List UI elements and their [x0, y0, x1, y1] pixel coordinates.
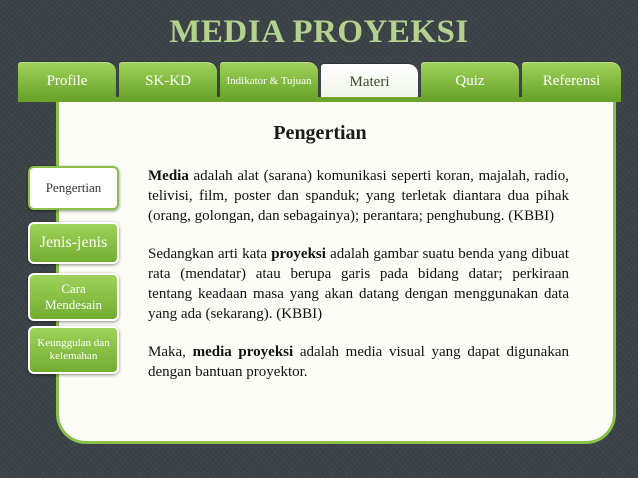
tab-materi[interactable]: Materi	[321, 64, 418, 100]
tab-profile[interactable]: Profile	[18, 62, 116, 99]
sidebar-item-keunggulan-kelemahan[interactable]: Keunggulan dan kelemahan	[28, 326, 119, 374]
sidebar-item-jenis-jenis[interactable]: Jenis-jenis	[28, 222, 119, 264]
page-title: MEDIA PROYEKSI	[169, 14, 469, 50]
section-title: Pengertian	[273, 122, 367, 144]
paragraph-text: adalah gambar suatu benda yang dibuat rata (mendatar) atau berupa garis pada bidang datar; perkiraan tentang keadaan masa yang akan datang dengan menggunakan data yang ada (sekarang). (KBBI)	[148, 246, 569, 322]
tab-quiz[interactable]: Quiz	[421, 62, 519, 99]
paragraph-definition-media	[148, 166, 569, 226]
sidebar-item-cara-mendesain[interactable]: Cara Mendesain	[28, 273, 119, 321]
term-media-proyeksi: media proyeksi	[192, 344, 294, 360]
tab-sk-kd[interactable]: SK-KD	[119, 62, 217, 99]
paragraph-text: adalah alat (sarana) komunikasi seperti koran, majalah, radio, telivisi, film, poster dan spanduk; yang terletak diantara dua pihak (orang, golongan, dan sebagainya); perantara; penghubung. (KBBI)	[148, 168, 569, 224]
term-media: Media	[148, 168, 189, 184]
tab-indikator-tujuan[interactable]: Indikator & Tujuan	[220, 62, 318, 99]
paragraph-text: adalah media visual yang dapat digunakan dengan bantuan proyektor.	[148, 344, 569, 380]
paragraph-text: Sedangkan arti kata	[148, 246, 272, 262]
paragraph-conclusion	[148, 342, 569, 382]
paragraph-text: Maka,	[148, 344, 193, 360]
tab-referensi[interactable]: Referensi	[522, 62, 621, 99]
sidebar-item-pengertian[interactable]: Pengertian	[28, 166, 119, 210]
content-body	[148, 166, 569, 400]
term-proyeksi: proyeksi	[271, 246, 326, 262]
paragraph-definition-proyeksi	[148, 244, 569, 324]
